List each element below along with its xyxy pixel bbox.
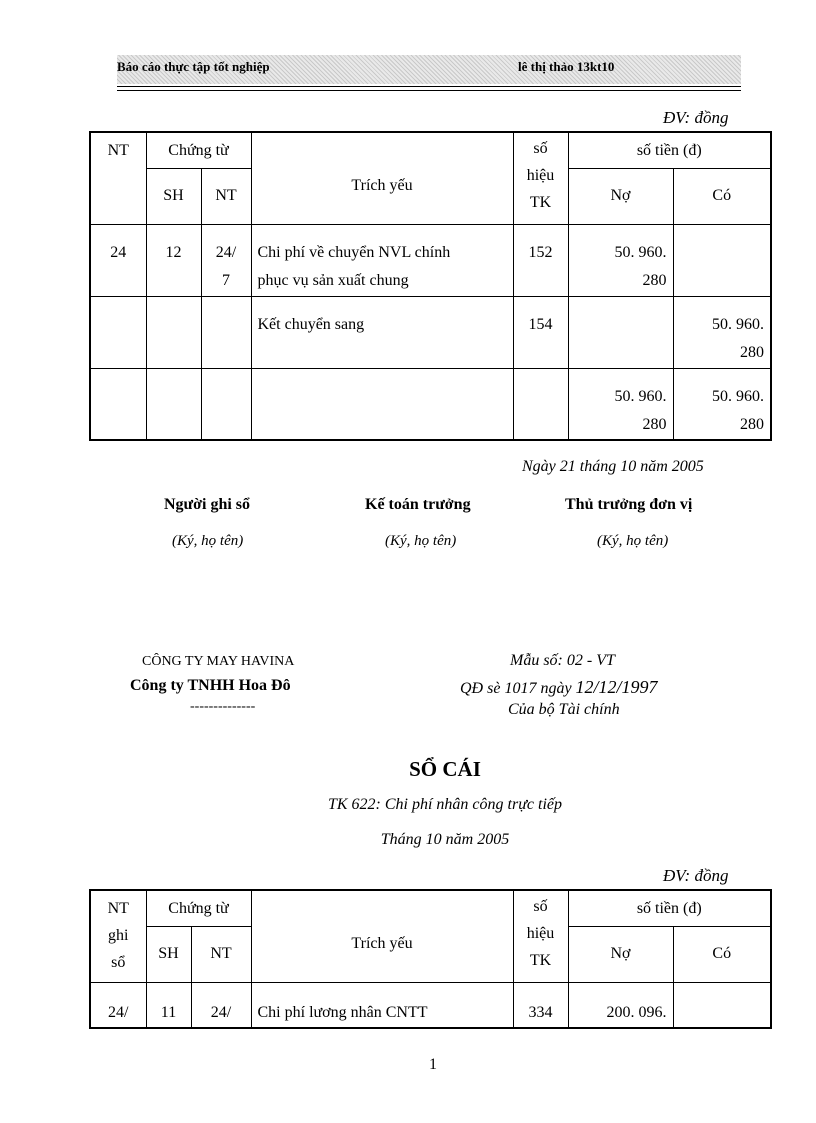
cell-nt: 24 — [90, 224, 146, 296]
cell-trich-yeu: Chi phí về chuyển NVL chính phục vụ sản xuất chung — [251, 224, 513, 296]
cell-tk: 334 — [513, 982, 568, 1028]
header-trich-yeu: Trích yếu — [251, 132, 513, 224]
header-rule — [117, 90, 741, 91]
form-issuer: Của bộ Tài chính — [508, 701, 620, 718]
cell-no: 50. 960. 280 — [568, 224, 673, 296]
cell-sh: 11 — [146, 982, 191, 1028]
form-decision: QĐ sè 1017 ngày 12/12/1997 — [460, 677, 658, 697]
header-chung-tu: Chứng từ — [146, 132, 251, 168]
signature-title-head: Thủ trưởng đơn vị — [565, 496, 693, 513]
cell-co-total: 50. 960. 280 — [673, 368, 771, 440]
header-rule — [117, 86, 741, 87]
header-so-hieu-tk: số hiệu TK — [513, 132, 568, 224]
signature-note: (Ký, họ tên) — [597, 533, 669, 549]
header-nt: NT — [90, 132, 146, 224]
table-row — [90, 224, 771, 296]
signature-title-recorder: Người ghi sổ — [164, 496, 251, 513]
cell-co — [673, 982, 771, 1028]
ledger-table-1 — [89, 131, 772, 441]
header-chung-tu: Chứng từ — [146, 890, 251, 926]
ledger-month: Tháng 10 năm 2005 — [380, 831, 510, 848]
ledger-table-2 — [89, 889, 772, 1029]
cell-trich-yeu — [251, 368, 513, 440]
cell-nt2: 24/ 7 — [201, 224, 251, 296]
header-sh: SH — [146, 168, 201, 224]
header-no: Nợ — [568, 168, 673, 224]
cell-trich-yeu: Chi phí lương nhân CNTT — [251, 982, 513, 1028]
unit-label: ĐV: đồng — [663, 108, 729, 127]
signature-title-chief-accountant: Kế toán trưởng — [365, 496, 471, 513]
unit-label: ĐV: đồng — [663, 866, 729, 885]
header-co: Có — [673, 168, 771, 224]
signature-note: (Ký, họ tên) — [385, 533, 457, 549]
cell-tk: 154 — [513, 296, 568, 368]
cell-nt — [90, 368, 146, 440]
cell-co: 50. 960. 280 — [673, 296, 771, 368]
cell-nt — [90, 296, 146, 368]
cell-nt2 — [201, 368, 251, 440]
header-sh: SH — [146, 926, 191, 982]
signature-note: (Ký, họ tên) — [172, 533, 244, 549]
table-row — [90, 982, 771, 1028]
cell-no: 200. 096. — [568, 982, 673, 1028]
header-co: Có — [673, 926, 771, 982]
ledger-title: SỔ CÁI — [409, 757, 481, 781]
cell-nt: 24/ — [90, 982, 146, 1028]
header-so-tien: số tiền (đ) — [568, 132, 771, 168]
header-nt-ghi-so: NT ghi sổ — [90, 890, 146, 982]
cell-tk: 152 — [513, 224, 568, 296]
header-so-hieu-tk: số hiệu TK — [513, 890, 568, 982]
header-trich-yeu: Trích yếu — [251, 890, 513, 982]
cell-no-total: 50. 960. 280 — [568, 368, 673, 440]
header-author: lê thị thảo 13kt10 — [518, 59, 615, 74]
cell-sh — [146, 368, 201, 440]
cell-sh — [146, 296, 201, 368]
company-subname: Công ty TNHH Hoa Đô — [130, 677, 291, 694]
cell-sh: 12 — [146, 224, 201, 296]
cell-tk — [513, 368, 568, 440]
table-row — [90, 296, 771, 368]
cell-trich-yeu: Kết chuyển sang — [251, 296, 513, 368]
header-nt2: NT — [201, 168, 251, 224]
form-number: Mẫu số: 02 - VT — [510, 652, 615, 669]
company-name: CÔNG TY MAY HAVINA — [142, 654, 295, 669]
cell-nt2 — [201, 296, 251, 368]
cell-no — [568, 296, 673, 368]
table-row-total — [90, 368, 771, 440]
header-no: Nợ — [568, 926, 673, 982]
company-divider: -------------- — [190, 699, 256, 714]
cell-nt2: 24/ — [191, 982, 251, 1028]
header-so-tien: số tiền (đ) — [568, 890, 771, 926]
date-line: Ngày 21 tháng 10 năm 2005 — [522, 458, 704, 475]
page-number: 1 — [429, 1056, 437, 1073]
cell-co — [673, 224, 771, 296]
header-report-title: Báo cáo thực tập tốt nghiệp — [117, 59, 270, 74]
header-nt2: NT — [191, 926, 251, 982]
ledger-subtitle: TK 622: Chi phí nhân công trực tiếp — [327, 796, 563, 813]
